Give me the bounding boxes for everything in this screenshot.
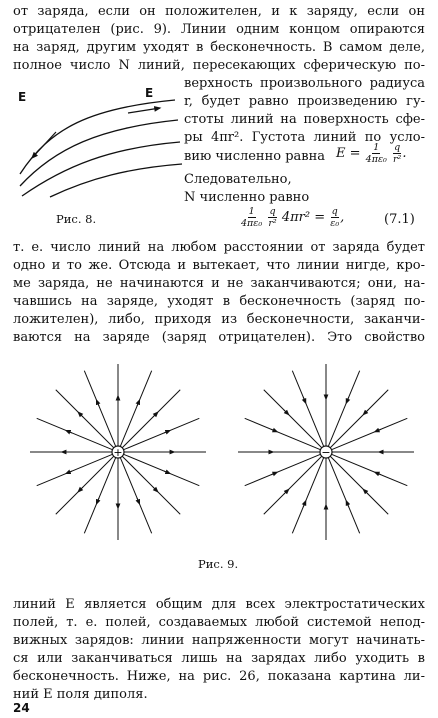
text-line: вижных зарядов: линии напряженности могут начинать-	[13, 633, 425, 648]
text-line: отрицателен (рис. 9). Линии одним концом опираются	[13, 22, 425, 37]
field-arrow	[271, 429, 276, 431]
fig9-caption: Рис. 9.	[198, 557, 239, 571]
text-line: вию численно равна	[184, 149, 326, 164]
field-arrow	[153, 487, 157, 491]
text-line: полное число N линий, пересекающих сферическую по-	[13, 58, 425, 73]
field-line	[332, 454, 408, 485]
figure-8	[10, 78, 185, 198]
negative-charge-sign: −	[321, 446, 331, 459]
field-arrow	[137, 498, 139, 503]
text-line: чавшись на заряде, уходят в бесконечность (заряд по-	[13, 294, 425, 309]
field-line	[330, 456, 388, 514]
fig8-caption: Рис. 8.	[56, 212, 97, 226]
field-line	[245, 418, 321, 449]
positive-charge-sign: +	[113, 446, 123, 459]
density-formula: E = $\frac{1}{\text{4πε₀}}$ $\frac{q}{\text{r²}}$ .	[336, 142, 407, 165]
text-line: Следовательно,	[184, 172, 292, 187]
field-line	[37, 454, 113, 485]
field-arrow	[164, 471, 169, 473]
text-line: линий E является общим для всех электростатических	[13, 597, 425, 612]
field-line	[245, 454, 321, 485]
field-arrow	[303, 397, 305, 402]
field-line	[120, 458, 151, 534]
field-line	[332, 418, 408, 449]
field-line	[264, 390, 322, 448]
field-arrow	[284, 410, 288, 414]
field-line	[328, 371, 359, 447]
field-arrow	[68, 431, 73, 433]
field-line	[56, 456, 114, 514]
field-arrow	[303, 502, 305, 507]
field-line	[22, 142, 180, 196]
e-vector-right	[128, 108, 160, 113]
field-arrow	[137, 402, 139, 407]
text-line: стоты линий на поверхность сфе-	[184, 112, 425, 127]
field-arrow	[376, 429, 381, 431]
text-line: верхность произвольного радиуса	[184, 76, 425, 91]
text-line: бесконечность. Ниже, на рис. 26, показана картина ли-	[13, 669, 425, 684]
field-line	[120, 371, 151, 447]
figure-9	[0, 352, 438, 552]
page-number: 24	[13, 701, 30, 715]
text-line: одно и то же. Отсюда и вытекает, что линии нигде, кро-	[13, 258, 425, 273]
text-line: ний E поля диполя.	[13, 687, 148, 702]
field-line	[292, 458, 323, 534]
field-arrow	[365, 491, 369, 495]
field-arrow	[97, 402, 99, 407]
field-line	[20, 120, 178, 186]
field-line	[124, 454, 200, 485]
text-line: на заряд, другим уходят в бесконечность. В самом деле,	[13, 40, 425, 55]
text-line: полей, т. е. полей, создаваемых любой системой непод-	[13, 615, 425, 630]
text-line: ме заряда, не начинаются и не заканчиваются; они, на-	[13, 276, 425, 291]
field-arrow	[376, 473, 381, 475]
field-arrow	[365, 410, 369, 414]
text-line: ся или заканчиваться лишь на зарядах либо уходить в	[13, 651, 425, 666]
field-line	[37, 418, 113, 449]
field-line	[330, 390, 388, 448]
text-line: т. е. число линий на любом расстоянии от заряда будет	[13, 240, 425, 255]
text-line: r, будет равно произведению гу-	[184, 94, 425, 109]
formula-7-1: $\frac{1}{\text{4πε₀}}$ $\frac{q}{\text{r²}}$ 4πr² = $\frac{q}{\text{ε₀}}$ ,	[241, 206, 345, 229]
text-line: N численно равно	[184, 190, 310, 205]
field-line	[292, 371, 323, 447]
field-line	[122, 456, 180, 514]
field-arrow	[271, 473, 276, 475]
field-line	[124, 418, 200, 449]
field-line	[264, 456, 322, 514]
field-line	[20, 100, 175, 174]
field-arrow	[164, 431, 169, 433]
field-arrow	[153, 413, 157, 417]
field-line	[328, 458, 359, 534]
field-arrow	[79, 487, 83, 491]
field-arrow	[347, 502, 349, 507]
field-arrow	[284, 491, 288, 495]
text-line: ложителен), либо, приходя из бесконечности, заканчи-	[13, 312, 425, 327]
text-line: ры 4πr². Густота линий по усло-	[184, 130, 425, 145]
field-line	[122, 390, 180, 448]
fig8-label-e: E	[145, 86, 154, 100]
field-arrow	[68, 471, 73, 473]
field-arrow	[79, 413, 83, 417]
field-line	[84, 458, 115, 534]
field-arrow	[97, 498, 99, 503]
field-line	[84, 371, 115, 447]
text-line: ваются на заряде (заряд отрицателен). Это свойство	[13, 330, 425, 345]
e-vector-left	[32, 132, 56, 158]
field-arrow	[347, 397, 349, 402]
text-line: от заряда, если он положителен, и к заряду, если он	[13, 4, 425, 19]
fig8-label-e: E	[18, 90, 27, 104]
equation-number: (7.1)	[384, 212, 415, 227]
field-line	[56, 390, 114, 448]
